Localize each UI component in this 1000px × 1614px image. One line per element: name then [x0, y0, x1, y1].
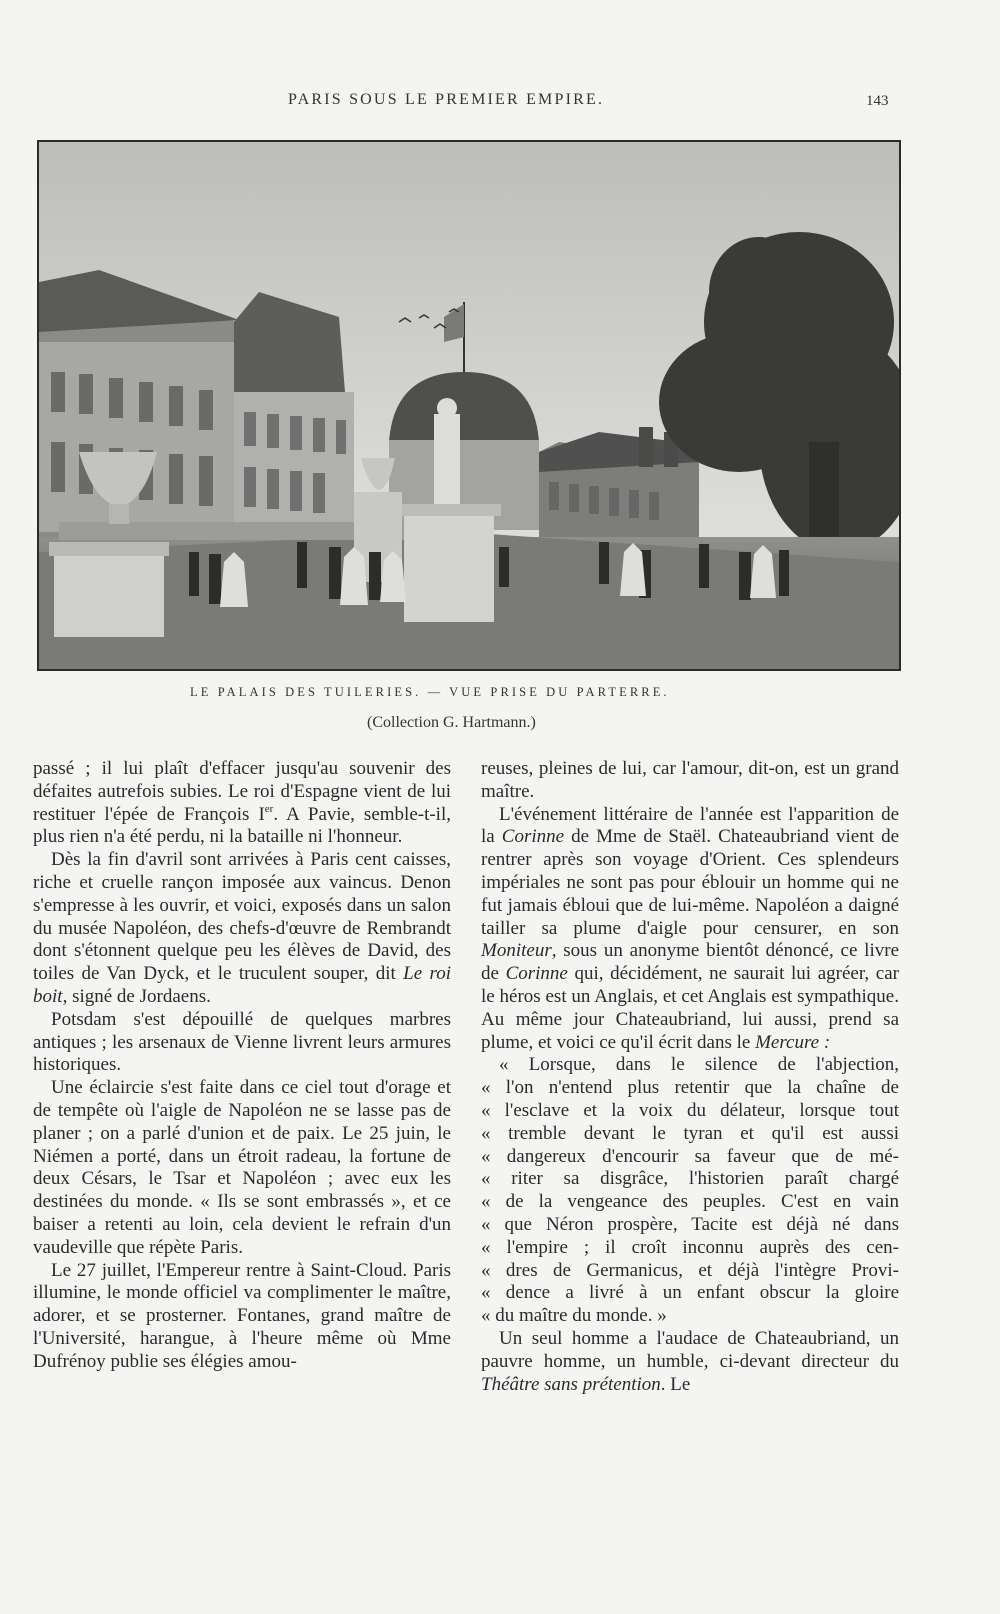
quote-line: « dangereux d'encourir sa faveur que de mé- [481, 1145, 899, 1167]
quote-line: « l'empire ; il croît inconnu auprès des cen- [481, 1236, 899, 1258]
quote-line: « du maître du monde. » [481, 1305, 667, 1327]
quote-line: « l'on n'entend plus retentir que la chaîne de [481, 1077, 899, 1099]
quote-line: « dence a livré à un enfant obscur la gloire [481, 1282, 899, 1304]
paragraph: reuses, pleines de lui, car l'amour, dit-on, est un grand maître. [481, 758, 899, 802]
plate-caption: LE PALAIS DES TUILERIES. — VUE PRISE DU PARTERRE. [190, 685, 670, 699]
quote-line: « l'esclave et la voix du délateur, lorsque tout [481, 1099, 899, 1121]
running-title: PARIS SOUS LE PREMIER EMPIRE. [288, 91, 605, 108]
paragraph: Un seul homme a l'audace de Chateaubriand, un pauvre homme, un humble, ci-devant directeur du Théâtre sans prétention. Le [481, 1327, 899, 1395]
paragraph: passé ; il lui plaît d'effacer jusqu'au souvenir des défaites autrefois subies. Le roi d'Espagne vient de lui restituer l'épée de François Ier. A Pavie, semble-t-il, plus rien n'a été perdu, ni la bataille ni l'honneur. [33, 758, 451, 848]
quote-line: « tremble devant le tyran et qu'il est aussi [481, 1122, 899, 1144]
paragraph: Dès la fin d'avril sont arrivées à Paris cent caisses, riche et cruelle rançon imposée aux vaincus. Denon s'empresse à les ouvrir, et voici, exposés dans un salon du musée Napoléon, des chefs-d'œuvre de Rembrandt dont s'étonnent quelque peu les élèves de David, des toiles de Van Dyck, et le truculent souper, dit Le roi boit, signé de Jordaens. [33, 849, 451, 1007]
quote-line: « riter sa disgrâce, l'historien paraît chargé [481, 1168, 899, 1190]
plate-credit: (Collection G. Hartmann.) [367, 714, 536, 731]
paragraph: L'événement littéraire de l'année est l'apparition de la Corinne de Mme de Staël. Chateaubriand vient de rentrer après son voyage d'Orient. Ces splendeurs impériales ne sont pas pour éblouir un homme qui ne fut jamais ébloui que de lui-même. Napoléon a daigné tailler sa plume d'aigle pour censurer, en son Moniteur, sous un anonyme bientôt dénoncé, ce livre de Corinne qui, décidément, ne saurait lui agréer, car le héros est un Anglais, et cet Anglais est sympathique. Au même jour Chateaubriand, lui aussi, prend sa plume, et voici ce qu'il écrit dans le Mercure : [481, 803, 899, 1053]
engraving-tuileries [37, 140, 901, 671]
paragraph: Le 27 juillet, l'Empereur rentre à Saint-Cloud. Paris illumine, le monde officiel va complimenter le maître, adorer, et se prosterner. Fontanes, grand maître de l'Université, harangue, à l'heure même où Mme Dufrénoy publie ses élégies amou- [33, 1259, 451, 1372]
page-number: 143 [866, 93, 889, 109]
quote-line: « que Néron prospère, Tacite est déjà né dans [481, 1213, 899, 1235]
paragraph: Une éclaircie s'est faite dans ce ciel tout d'orage et de tempête où l'aigle de Napoléon ne se lasse pas de planer ; on a parlé d'union et de paix. Le 25 juin, le Niémen a porté, dans un étroit radeau, la fortune de deux Césars, le Tsar et Napoléon ; avec eux les destinées du monde. « Ils se sont embrassés », et ce baiser a retenti au loin, cela devient le refrain d'un vaudeville que répète Paris. [33, 1077, 451, 1258]
running-head [0, 91, 1000, 115]
quote-line: « dres de Germanicus, et déjà l'intègre Provi- [481, 1259, 899, 1281]
quotation [481, 1054, 899, 1328]
right-column [481, 758, 899, 1396]
left-column [33, 758, 451, 1374]
quote-line: « de la vengeance des peuples. C'est en vain [481, 1191, 899, 1213]
paragraph: Potsdam s'est dépouillé de quelques marbres antiques ; les arsenaux de Vienne livrent leurs armures historiques. [33, 1008, 451, 1076]
quote-line: « Lorsque, dans le silence de l'abjection, [499, 1054, 899, 1076]
